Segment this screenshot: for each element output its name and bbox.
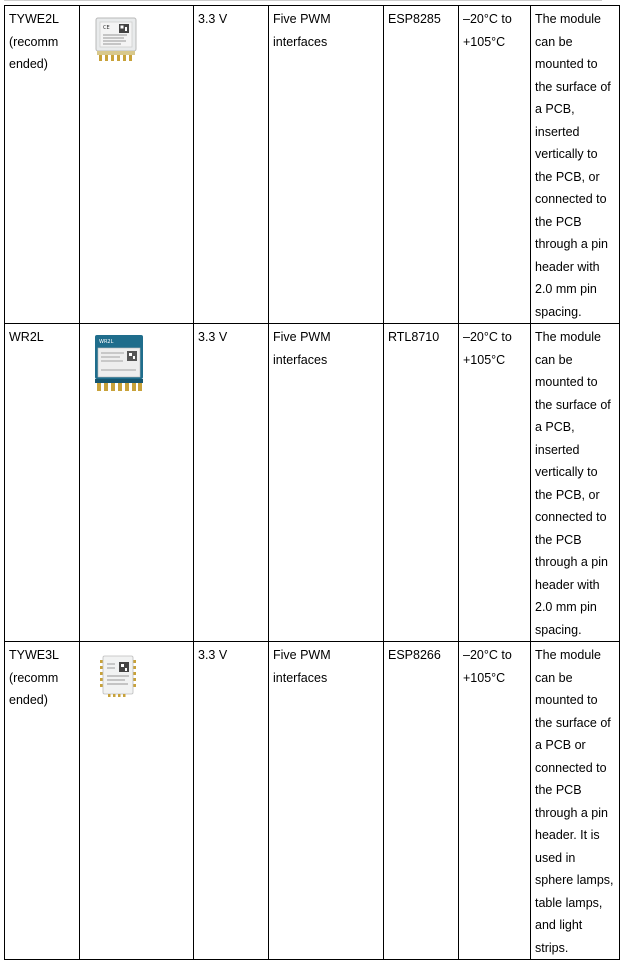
model-cell bbox=[5, 6, 80, 324]
chip-value: RTL8710 bbox=[388, 330, 440, 344]
voltage-value: 3.3 V bbox=[198, 330, 228, 344]
temperature-cell bbox=[459, 6, 531, 324]
voltage-cell bbox=[194, 642, 269, 960]
temperature-value: –20°C to +105°C bbox=[463, 330, 512, 367]
description-text: The module can be mounted to the surface of a PCB, inserted vertically to the PCB, or connected to the PCB through a pin header with 2.0 mm pin spacing. bbox=[535, 330, 611, 637]
model-cell bbox=[5, 324, 80, 642]
table-row bbox=[5, 6, 620, 324]
wr2l-module-image bbox=[94, 334, 144, 392]
model-name: WR2L bbox=[9, 330, 44, 344]
description-cell bbox=[531, 642, 620, 960]
voltage-cell bbox=[194, 6, 269, 324]
pwm-cell bbox=[269, 642, 384, 960]
voltage-cell bbox=[194, 324, 269, 642]
chip-cell bbox=[384, 642, 459, 960]
module-spec-table bbox=[4, 5, 620, 960]
table-row bbox=[5, 324, 620, 642]
description-text: The module can be mounted to the surface of a PCB or connected to the PCB through a pin header. It is used in sphere lamps, table lamps, and light strips. bbox=[535, 648, 614, 955]
model-cell bbox=[5, 642, 80, 960]
description-text: The module can be mounted to the surface of a PCB, inserted vertically to the PCB, or connected to the PCB through a pin header with 2.0 mm pin spacing. bbox=[535, 12, 611, 319]
tywe3l-module-image bbox=[100, 654, 136, 698]
voltage-value: 3.3 V bbox=[198, 12, 228, 26]
chip-value: ESP8266 bbox=[388, 648, 441, 662]
temperature-value: –20°C to +105°C bbox=[463, 648, 512, 685]
module-silkscreen-label: WR2L bbox=[99, 339, 114, 345]
table-row bbox=[5, 642, 620, 960]
tywe2l-module-image bbox=[94, 16, 138, 62]
module-image-cell bbox=[80, 6, 194, 324]
temperature-value: –20°C to +105°C bbox=[463, 12, 512, 49]
pwm-value: Five PWM interfaces bbox=[273, 648, 331, 685]
module-image-cell bbox=[80, 324, 194, 642]
pwm-cell bbox=[269, 6, 384, 324]
temperature-cell bbox=[459, 324, 531, 642]
chip-cell bbox=[384, 324, 459, 642]
description-cell bbox=[531, 324, 620, 642]
temperature-cell bbox=[459, 642, 531, 960]
svg-text:CE: CE bbox=[103, 25, 110, 31]
pwm-value: Five PWM interfaces bbox=[273, 330, 331, 367]
description-cell bbox=[531, 6, 620, 324]
model-name: TYWE3L bbox=[9, 648, 60, 662]
voltage-value: 3.3 V bbox=[198, 648, 228, 662]
pwm-cell bbox=[269, 324, 384, 642]
chip-cell bbox=[384, 6, 459, 324]
model-note: (recomm ended) bbox=[9, 670, 59, 707]
model-name: TYWE2L bbox=[9, 12, 60, 26]
module-image-cell bbox=[80, 642, 194, 960]
pwm-value: Five PWM interfaces bbox=[273, 12, 331, 49]
chip-value: ESP8285 bbox=[388, 12, 441, 26]
model-note: (recomm ended) bbox=[9, 34, 59, 71]
